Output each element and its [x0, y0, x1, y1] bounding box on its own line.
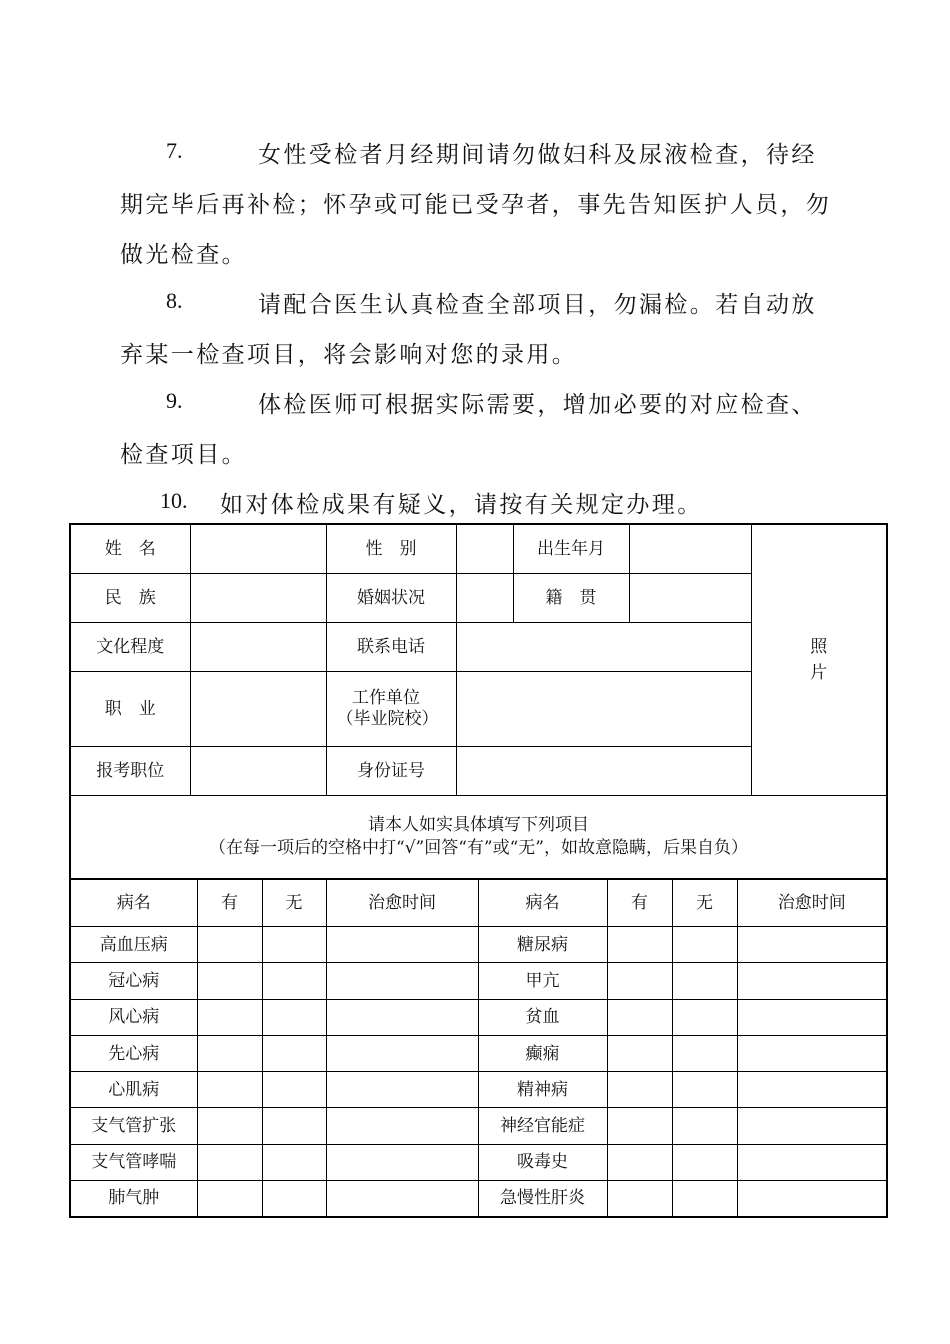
notice-line-1: 请本人如实具体填写下列项目	[368, 814, 589, 835]
note-8-line-2: 弃某一检查项目，将会影响对您的录用。	[120, 342, 578, 368]
note-10-number: 10.	[160, 488, 188, 513]
no-cell-left[interactable]	[262, 1035, 326, 1071]
cure-time-cell-left[interactable]	[326, 1072, 478, 1108]
birth-label: 出生年月	[513, 524, 629, 573]
yes-cell-right[interactable]	[607, 963, 672, 999]
gender-label: 性 别	[326, 524, 456, 573]
id-label: 身份证号	[326, 746, 456, 795]
cure-time-cell-right[interactable]	[737, 1181, 887, 1217]
yes-cell-left[interactable]	[197, 1035, 262, 1071]
phone-field[interactable]	[456, 622, 751, 671]
no-cell-right[interactable]	[672, 1035, 737, 1071]
header-cure-time-2: 治愈时间	[737, 879, 887, 927]
table-row	[70, 1072, 887, 1108]
yes-cell-right[interactable]	[607, 1108, 672, 1144]
workplace-label: 工作单位（毕业院校）	[326, 671, 456, 746]
header-disease-name: 病名	[70, 879, 197, 927]
cure-time-cell-right[interactable]	[737, 1072, 887, 1108]
disease-header-row	[70, 879, 887, 927]
table-row	[70, 1035, 887, 1071]
photo-box[interactable]: 照 片	[751, 524, 887, 795]
disease-name-left: 肺气肿	[70, 1181, 197, 1217]
no-cell-left[interactable]	[262, 1144, 326, 1180]
no-cell-right[interactable]	[672, 1108, 737, 1144]
yes-cell-right[interactable]	[607, 1144, 672, 1180]
header-no-2: 无	[672, 879, 737, 927]
ethnic-label: 民 族	[70, 573, 190, 622]
cure-time-cell-left[interactable]	[326, 1144, 478, 1180]
header-no: 无	[262, 879, 326, 927]
id-field[interactable]	[456, 746, 751, 795]
no-cell-left[interactable]	[262, 1072, 326, 1108]
no-cell-left[interactable]	[262, 963, 326, 999]
disease-name-right: 贫血	[478, 999, 607, 1035]
disease-name-left: 风心病	[70, 999, 197, 1035]
native-field[interactable]	[629, 573, 751, 622]
table-row	[70, 1144, 887, 1180]
phone-label: 联系电话	[326, 622, 456, 671]
table-row	[70, 999, 887, 1035]
disease-body	[70, 927, 887, 1217]
disease-name-left: 支气管哮喘	[70, 1144, 197, 1180]
ethnic-field[interactable]	[190, 573, 326, 622]
yes-cell-left[interactable]	[197, 1072, 262, 1108]
note-7-line-1: 女性受检者月经期间请勿做妇科及尿液检查，待经	[258, 142, 817, 168]
cure-time-cell-right[interactable]	[737, 1144, 887, 1180]
no-cell-right[interactable]	[672, 1072, 737, 1108]
disease-name-left: 先心病	[70, 1035, 197, 1071]
yes-cell-right[interactable]	[607, 1181, 672, 1217]
disease-name-right: 吸毒史	[478, 1144, 607, 1180]
yes-cell-left[interactable]	[197, 963, 262, 999]
native-label: 籍 贯	[513, 573, 629, 622]
cure-time-cell-left[interactable]	[326, 1181, 478, 1217]
note-7-line-3: 做光检查。	[120, 242, 247, 268]
name-label: 姓 名	[70, 524, 190, 573]
cure-time-cell-left[interactable]	[326, 999, 478, 1035]
position-label: 报考职位	[70, 746, 190, 795]
no-cell-right[interactable]	[672, 999, 737, 1035]
yes-cell-right[interactable]	[607, 1072, 672, 1108]
disease-table	[69, 878, 888, 1218]
gender-field[interactable]	[456, 524, 513, 573]
note-7-number: 7.	[166, 138, 183, 163]
name-field[interactable]	[190, 524, 326, 573]
cure-time-cell-left[interactable]	[326, 927, 478, 963]
occupation-field[interactable]	[190, 671, 326, 746]
note-8-number: 8.	[166, 288, 183, 313]
disease-name-right: 急慢性肝炎	[478, 1181, 607, 1217]
education-field[interactable]	[190, 622, 326, 671]
yes-cell-left[interactable]	[197, 1144, 262, 1180]
occupation-label: 职 业	[70, 671, 190, 746]
note-9-line-1: 体检医师可根据实际需要，增加必要的对应检查、	[258, 392, 817, 418]
cure-time-cell-right[interactable]	[737, 963, 887, 999]
disease-name-right: 精神病	[478, 1072, 607, 1108]
table-row	[70, 963, 887, 999]
marital-label: 婚姻状况	[326, 573, 456, 622]
no-cell-right[interactable]	[672, 1181, 737, 1217]
no-cell-right[interactable]	[672, 963, 737, 999]
workplace-field[interactable]	[456, 671, 751, 746]
cure-time-cell-right[interactable]	[737, 1108, 887, 1144]
header-yes-2: 有	[607, 879, 672, 927]
no-cell-left[interactable]	[262, 1181, 326, 1217]
cure-time-cell-left[interactable]	[326, 963, 478, 999]
education-label: 文化程度	[70, 622, 190, 671]
table-row	[70, 1181, 887, 1217]
yes-cell-left[interactable]	[197, 999, 262, 1035]
header-yes: 有	[197, 879, 262, 927]
marital-field[interactable]	[456, 573, 513, 622]
note-8-line-1: 请配合医生认真检查全部项目，勿漏检。若自动放	[258, 292, 817, 318]
disease-name-left: 心肌病	[70, 1072, 197, 1108]
header-cure-time: 治愈时间	[326, 879, 478, 927]
personal-info-table	[69, 523, 888, 880]
yes-cell-left[interactable]	[197, 927, 262, 963]
cure-time-cell-right[interactable]	[737, 1035, 887, 1071]
no-cell-left[interactable]	[262, 1108, 326, 1144]
position-field[interactable]	[190, 746, 326, 795]
cure-time-cell-right[interactable]	[737, 927, 887, 963]
note-9-number: 9.	[166, 388, 183, 413]
birth-field[interactable]	[629, 524, 751, 573]
disease-name-right: 糖尿病	[478, 927, 607, 963]
notice-cell	[70, 795, 887, 879]
disease-name-left: 冠心病	[70, 963, 197, 999]
no-cell-right[interactable]	[672, 1144, 737, 1180]
no-cell-left[interactable]	[262, 999, 326, 1035]
table-row	[70, 927, 887, 963]
yes-cell-left[interactable]	[197, 1181, 262, 1217]
note-9-line-2: 检查项目。	[120, 442, 247, 468]
header-disease-name-2: 病名	[478, 879, 607, 927]
no-cell-right[interactable]	[672, 927, 737, 963]
cure-time-cell-left[interactable]	[326, 1108, 478, 1144]
cure-time-cell-left[interactable]	[326, 1035, 478, 1071]
disease-name-left: 高血压病	[70, 927, 197, 963]
table-row	[70, 1108, 887, 1144]
yes-cell-right[interactable]	[607, 999, 672, 1035]
yes-cell-right[interactable]	[607, 1035, 672, 1071]
notice-line-2: （在每一项后的空格中打“√”回答“有”或“无”，如故意隐瞒，后果自负）	[209, 837, 748, 858]
disease-name-right: 甲亢	[478, 963, 607, 999]
yes-cell-left[interactable]	[197, 1108, 262, 1144]
note-7-line-2: 期完毕后再补检；怀孕或可能已受孕者，事先告知医护人员，勿	[120, 192, 832, 218]
disease-name-right: 癫痫	[478, 1035, 607, 1071]
yes-cell-right[interactable]	[607, 927, 672, 963]
cure-time-cell-right[interactable]	[737, 999, 887, 1035]
disease-name-left: 支气管扩张	[70, 1108, 197, 1144]
note-10-line-1: 如对体检成果有疑义，请按有关规定办理。	[220, 492, 703, 518]
no-cell-left[interactable]	[262, 927, 326, 963]
disease-name-right: 神经官能症	[478, 1108, 607, 1144]
